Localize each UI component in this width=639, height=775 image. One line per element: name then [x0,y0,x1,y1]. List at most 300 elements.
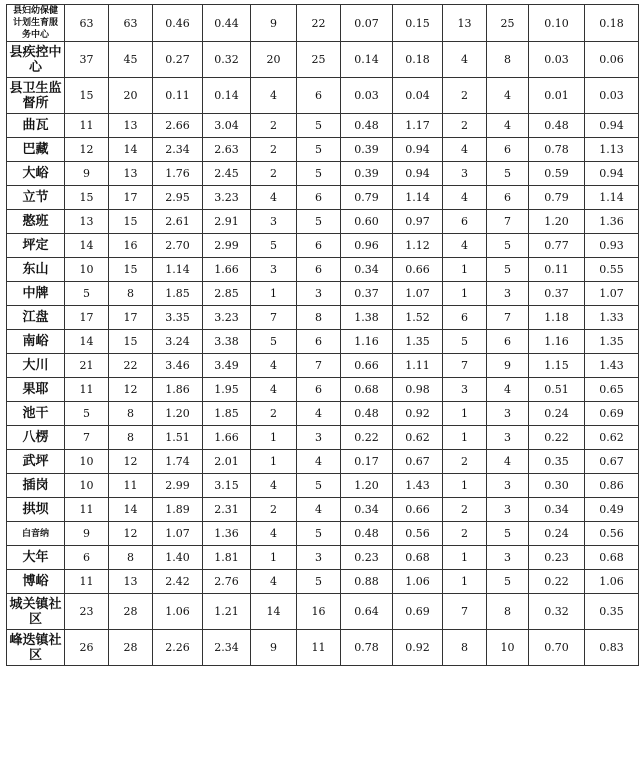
table-cell: 3.15 [203,474,251,498]
table-cell: 17 [109,186,153,210]
table-cell: 0.86 [585,474,639,498]
table-cell: 0.04 [393,78,443,114]
table-cell: 3.23 [203,306,251,330]
table-cell: 45 [109,42,153,78]
table-cell: 20 [109,78,153,114]
table-cell: 25 [487,5,529,42]
table-cell: 1.66 [203,258,251,282]
table-row [7,378,639,402]
table-cell: 1.76 [153,162,203,186]
row-label: 白音纳 [7,522,65,546]
table-cell: 37 [65,42,109,78]
table-cell: 4 [251,570,297,594]
table-cell: 4 [297,498,341,522]
row-label: 江盘 [7,306,65,330]
table-cell: 7 [297,354,341,378]
table-cell: 2.99 [203,234,251,258]
table-cell: 0.60 [341,210,393,234]
table-cell: 0.78 [529,138,585,162]
table-cell: 10 [65,474,109,498]
table-cell: 1.86 [153,378,203,402]
table-cell: 1.43 [585,354,639,378]
table-cell: 0.23 [341,546,393,570]
table-cell: 2.76 [203,570,251,594]
table-cell: 4 [443,138,487,162]
table-cell: 0.67 [393,450,443,474]
table-cell: 1.15 [529,354,585,378]
table-cell: 4 [251,354,297,378]
table-cell: 0.34 [341,498,393,522]
table-cell: 0.48 [341,114,393,138]
table-cell: 0.06 [585,42,639,78]
table-cell: 1.14 [153,258,203,282]
table-cell: 2.91 [203,210,251,234]
table-cell: 2.26 [153,630,203,666]
table-cell: 1.85 [153,282,203,306]
table-cell: 14 [109,498,153,522]
table-cell: 1.81 [203,546,251,570]
row-label: 池干 [7,402,65,426]
table-cell: 2 [443,114,487,138]
table-row [7,234,639,258]
table-cell: 6 [487,330,529,354]
table-cell: 13 [109,570,153,594]
table-cell: 1.35 [585,330,639,354]
table-cell: 3.35 [153,306,203,330]
table-row [7,282,639,306]
table-cell: 26 [65,630,109,666]
table-cell: 0.66 [341,354,393,378]
table-cell: 6 [297,234,341,258]
table-row [7,138,639,162]
table-cell: 0.44 [203,5,251,42]
table-row [7,546,639,570]
table-row [7,474,639,498]
table-cell: 2 [443,78,487,114]
table-cell: 11 [65,570,109,594]
table-cell: 14 [65,234,109,258]
table-cell: 0.66 [393,258,443,282]
table-row [7,114,639,138]
table-cell: 7 [251,306,297,330]
row-label: 大年 [7,546,65,570]
table-cell: 1.07 [153,522,203,546]
table-cell: 0.64 [341,594,393,630]
table-cell: 14 [251,594,297,630]
table-cell: 1.13 [585,138,639,162]
table-cell: 5 [487,258,529,282]
row-label: 坪定 [7,234,65,258]
row-label: 城关镇社区 [7,594,65,630]
table-cell: 5 [487,162,529,186]
table-cell: 0.15 [393,5,443,42]
table-cell: 3 [443,378,487,402]
table-cell: 2 [251,138,297,162]
table-cell: 3 [297,546,341,570]
table-cell: 9 [251,5,297,42]
table-cell: 11 [65,378,109,402]
table-cell: 0.24 [529,402,585,426]
table-cell: 63 [109,5,153,42]
table-cell: 5 [443,330,487,354]
table-cell: 6 [297,330,341,354]
table-cell: 2.34 [203,630,251,666]
table-cell: 3.23 [203,186,251,210]
table-cell: 0.97 [393,210,443,234]
table-cell: 8 [487,42,529,78]
table-cell: 0.92 [393,630,443,666]
table-cell: 28 [109,594,153,630]
table-row [7,570,639,594]
table-cell: 20 [251,42,297,78]
table-cell: 3 [297,426,341,450]
table-cell: 1 [443,402,487,426]
table-cell: 3 [251,258,297,282]
table-cell: 0.69 [585,402,639,426]
table-cell: 1.85 [203,402,251,426]
table-body [7,5,639,666]
table-cell: 0.22 [529,426,585,450]
table-cell: 0.62 [585,426,639,450]
table-cell: 11 [109,474,153,498]
row-label: 中牌 [7,282,65,306]
table-cell: 0.17 [341,450,393,474]
table-cell: 4 [443,234,487,258]
table-cell: 9 [487,354,529,378]
table-cell: 1.20 [153,402,203,426]
table-cell: 17 [65,306,109,330]
table-cell: 3.46 [153,354,203,378]
table-cell: 2 [251,114,297,138]
table-cell: 0.77 [529,234,585,258]
table-row [7,630,639,666]
table-cell: 3 [487,474,529,498]
table-cell: 0.46 [153,5,203,42]
row-label: 果耶 [7,378,65,402]
table-cell: 0.35 [529,450,585,474]
row-label: 南峪 [7,330,65,354]
row-label: 东山 [7,258,65,282]
table-cell: 1.95 [203,378,251,402]
table-row [7,258,639,282]
row-label: 拱坝 [7,498,65,522]
table-cell: 1.20 [529,210,585,234]
table-cell: 4 [251,522,297,546]
table-cell: 15 [109,258,153,282]
table-cell: 9 [65,162,109,186]
table-cell: 3 [487,282,529,306]
table-cell: 1 [443,546,487,570]
table-cell: 2.66 [153,114,203,138]
table-cell: 0.32 [203,42,251,78]
table-cell: 3.38 [203,330,251,354]
table-cell: 1.52 [393,306,443,330]
table-cell: 8 [109,426,153,450]
table-cell: 25 [297,42,341,78]
table-row [7,354,639,378]
table-cell: 4 [487,450,529,474]
table-cell: 8 [109,402,153,426]
table-cell: 12 [109,450,153,474]
table-cell: 0.55 [585,258,639,282]
table-cell: 0.48 [341,522,393,546]
table-cell: 1 [443,258,487,282]
table-cell: 2.61 [153,210,203,234]
table-cell: 0.30 [529,474,585,498]
table-cell: 0.94 [393,138,443,162]
table-cell: 0.14 [341,42,393,78]
table-row [7,450,639,474]
table-cell: 1.14 [585,186,639,210]
row-label: 曲瓦 [7,114,65,138]
row-label: 插岗 [7,474,65,498]
table-cell: 1.36 [585,210,639,234]
table-cell: 7 [487,306,529,330]
table-cell: 15 [65,186,109,210]
table-cell: 0.83 [585,630,639,666]
row-label: 武坪 [7,450,65,474]
table-cell: 5 [487,234,529,258]
table-cell: 0.59 [529,162,585,186]
table-cell: 0.39 [341,138,393,162]
table-cell: 22 [109,354,153,378]
table-cell: 1 [443,426,487,450]
table-cell: 6 [297,78,341,114]
row-label: 大川 [7,354,65,378]
table-row [7,402,639,426]
table-cell: 2.99 [153,474,203,498]
table-cell: 0.01 [529,78,585,114]
table-cell: 5 [251,234,297,258]
table-cell: 0.07 [341,5,393,42]
table-cell: 8 [109,282,153,306]
table-cell: 1 [443,282,487,306]
table-cell: 2.85 [203,282,251,306]
table-cell: 1 [251,450,297,474]
table-cell: 1.12 [393,234,443,258]
table-cell: 1.36 [203,522,251,546]
table-cell: 0.79 [529,186,585,210]
table-cell: 1.18 [529,306,585,330]
table-cell: 1.51 [153,426,203,450]
row-label: 县卫生监督所 [7,78,65,114]
table-cell: 6 [443,210,487,234]
table-cell: 10 [487,630,529,666]
table-cell: 1 [251,546,297,570]
table-cell: 12 [65,138,109,162]
table-cell: 13 [109,162,153,186]
table-cell: 23 [65,594,109,630]
table-cell: 5 [65,282,109,306]
table-cell: 4 [443,42,487,78]
table-cell: 4 [487,114,529,138]
table-cell: 2.70 [153,234,203,258]
row-label: 峰迭镇社区 [7,630,65,666]
table-cell: 0.69 [393,594,443,630]
table-cell: 8 [443,630,487,666]
table-cell: 2 [443,450,487,474]
table-cell: 0.51 [529,378,585,402]
table-cell: 1.66 [203,426,251,450]
table-cell: 3 [487,426,529,450]
table-row [7,186,639,210]
table-cell: 0.48 [529,114,585,138]
table-cell: 3 [487,546,529,570]
table-cell: 3 [297,282,341,306]
table-cell: 1.07 [585,282,639,306]
table-cell: 4 [251,474,297,498]
table-row [7,78,639,114]
table-cell: 0.92 [393,402,443,426]
table-cell: 1.14 [393,186,443,210]
row-label: 憨班 [7,210,65,234]
table-cell: 22 [297,5,341,42]
table-cell: 2.95 [153,186,203,210]
table-cell: 1.33 [585,306,639,330]
table-cell: 3 [487,402,529,426]
table-cell: 7 [487,210,529,234]
table-row [7,498,639,522]
table-cell: 12 [109,522,153,546]
table-cell: 0.48 [341,402,393,426]
table-cell: 0.56 [393,522,443,546]
table-cell: 1.40 [153,546,203,570]
table-cell: 2 [443,498,487,522]
table-cell: 0.65 [585,378,639,402]
table-cell: 0.03 [341,78,393,114]
table-cell: 14 [65,330,109,354]
table-row [7,42,639,78]
table-cell: 63 [65,5,109,42]
table-cell: 5 [297,570,341,594]
table-cell: 0.11 [153,78,203,114]
table-cell: 2 [251,498,297,522]
table-row [7,5,639,42]
table-cell: 0.34 [529,498,585,522]
table-cell: 8 [109,546,153,570]
table-cell: 11 [297,630,341,666]
table-cell: 0.68 [393,546,443,570]
table-cell: 0.93 [585,234,639,258]
table-cell: 0.18 [393,42,443,78]
table-cell: 1.38 [341,306,393,330]
table-row [7,426,639,450]
table-cell: 0.39 [341,162,393,186]
table-cell: 7 [65,426,109,450]
table-cell: 3.04 [203,114,251,138]
table-cell: 2.45 [203,162,251,186]
table-cell: 5 [297,210,341,234]
table-cell: 4 [251,78,297,114]
table-cell: 1.89 [153,498,203,522]
table-cell: 3 [443,162,487,186]
table-cell: 4 [251,378,297,402]
table-cell: 4 [251,186,297,210]
table-cell: 10 [65,258,109,282]
table-cell: 4 [487,78,529,114]
table-cell: 15 [109,330,153,354]
table-cell: 6 [65,546,109,570]
table-cell: 0.24 [529,522,585,546]
table-cell: 16 [109,234,153,258]
table-cell: 13 [109,114,153,138]
table-cell: 5 [251,330,297,354]
table-cell: 1 [443,474,487,498]
table-cell: 1 [251,426,297,450]
table-cell: 12 [109,378,153,402]
table-row [7,210,639,234]
table-cell: 0.94 [393,162,443,186]
table-cell: 0.35 [585,594,639,630]
table-cell: 1 [251,282,297,306]
table-cell: 21 [65,354,109,378]
table-cell: 5 [297,138,341,162]
table-row [7,162,639,186]
table-cell: 0.68 [585,546,639,570]
table-cell: 8 [487,594,529,630]
row-label: 大峪 [7,162,65,186]
table-cell: 1.17 [393,114,443,138]
table-cell: 0.68 [341,378,393,402]
table-cell: 3 [251,210,297,234]
table-cell: 0.18 [585,5,639,42]
table-cell: 2 [251,402,297,426]
table-cell: 0.94 [585,162,639,186]
table-cell: 6 [487,138,529,162]
table-cell: 6 [443,306,487,330]
table-cell: 0.14 [203,78,251,114]
table-cell: 0.32 [529,594,585,630]
table-row [7,522,639,546]
table-cell: 4 [297,450,341,474]
table-cell: 9 [251,630,297,666]
table-cell: 2 [443,522,487,546]
row-label: 县疾控中心 [7,42,65,78]
table-cell: 1.11 [393,354,443,378]
table-cell: 6 [297,258,341,282]
row-label: 县妇幼保健计划生育服务中心 [7,5,65,42]
table-cell: 3.49 [203,354,251,378]
table-cell: 2.34 [153,138,203,162]
table-cell: 0.79 [341,186,393,210]
table-cell: 0.27 [153,42,203,78]
table-cell: 1.06 [153,594,203,630]
table-cell: 1.20 [341,474,393,498]
table-cell: 4 [487,378,529,402]
row-label: 立节 [7,186,65,210]
table-cell: 1.21 [203,594,251,630]
table-cell: 11 [65,114,109,138]
table-cell: 0.67 [585,450,639,474]
table-cell: 1 [443,570,487,594]
table-cell: 13 [65,210,109,234]
table-cell: 2.42 [153,570,203,594]
table-cell: 5 [487,522,529,546]
table-cell: 0.78 [341,630,393,666]
table-cell: 2.31 [203,498,251,522]
table-cell: 5 [487,570,529,594]
row-label: 博峪 [7,570,65,594]
table-cell: 0.62 [393,426,443,450]
table-cell: 5 [297,162,341,186]
table-cell: 8 [297,306,341,330]
table-cell: 0.70 [529,630,585,666]
table-cell: 0.96 [341,234,393,258]
table-cell: 1.07 [393,282,443,306]
table-row [7,594,639,630]
table-cell: 0.56 [585,522,639,546]
table-cell: 1.43 [393,474,443,498]
